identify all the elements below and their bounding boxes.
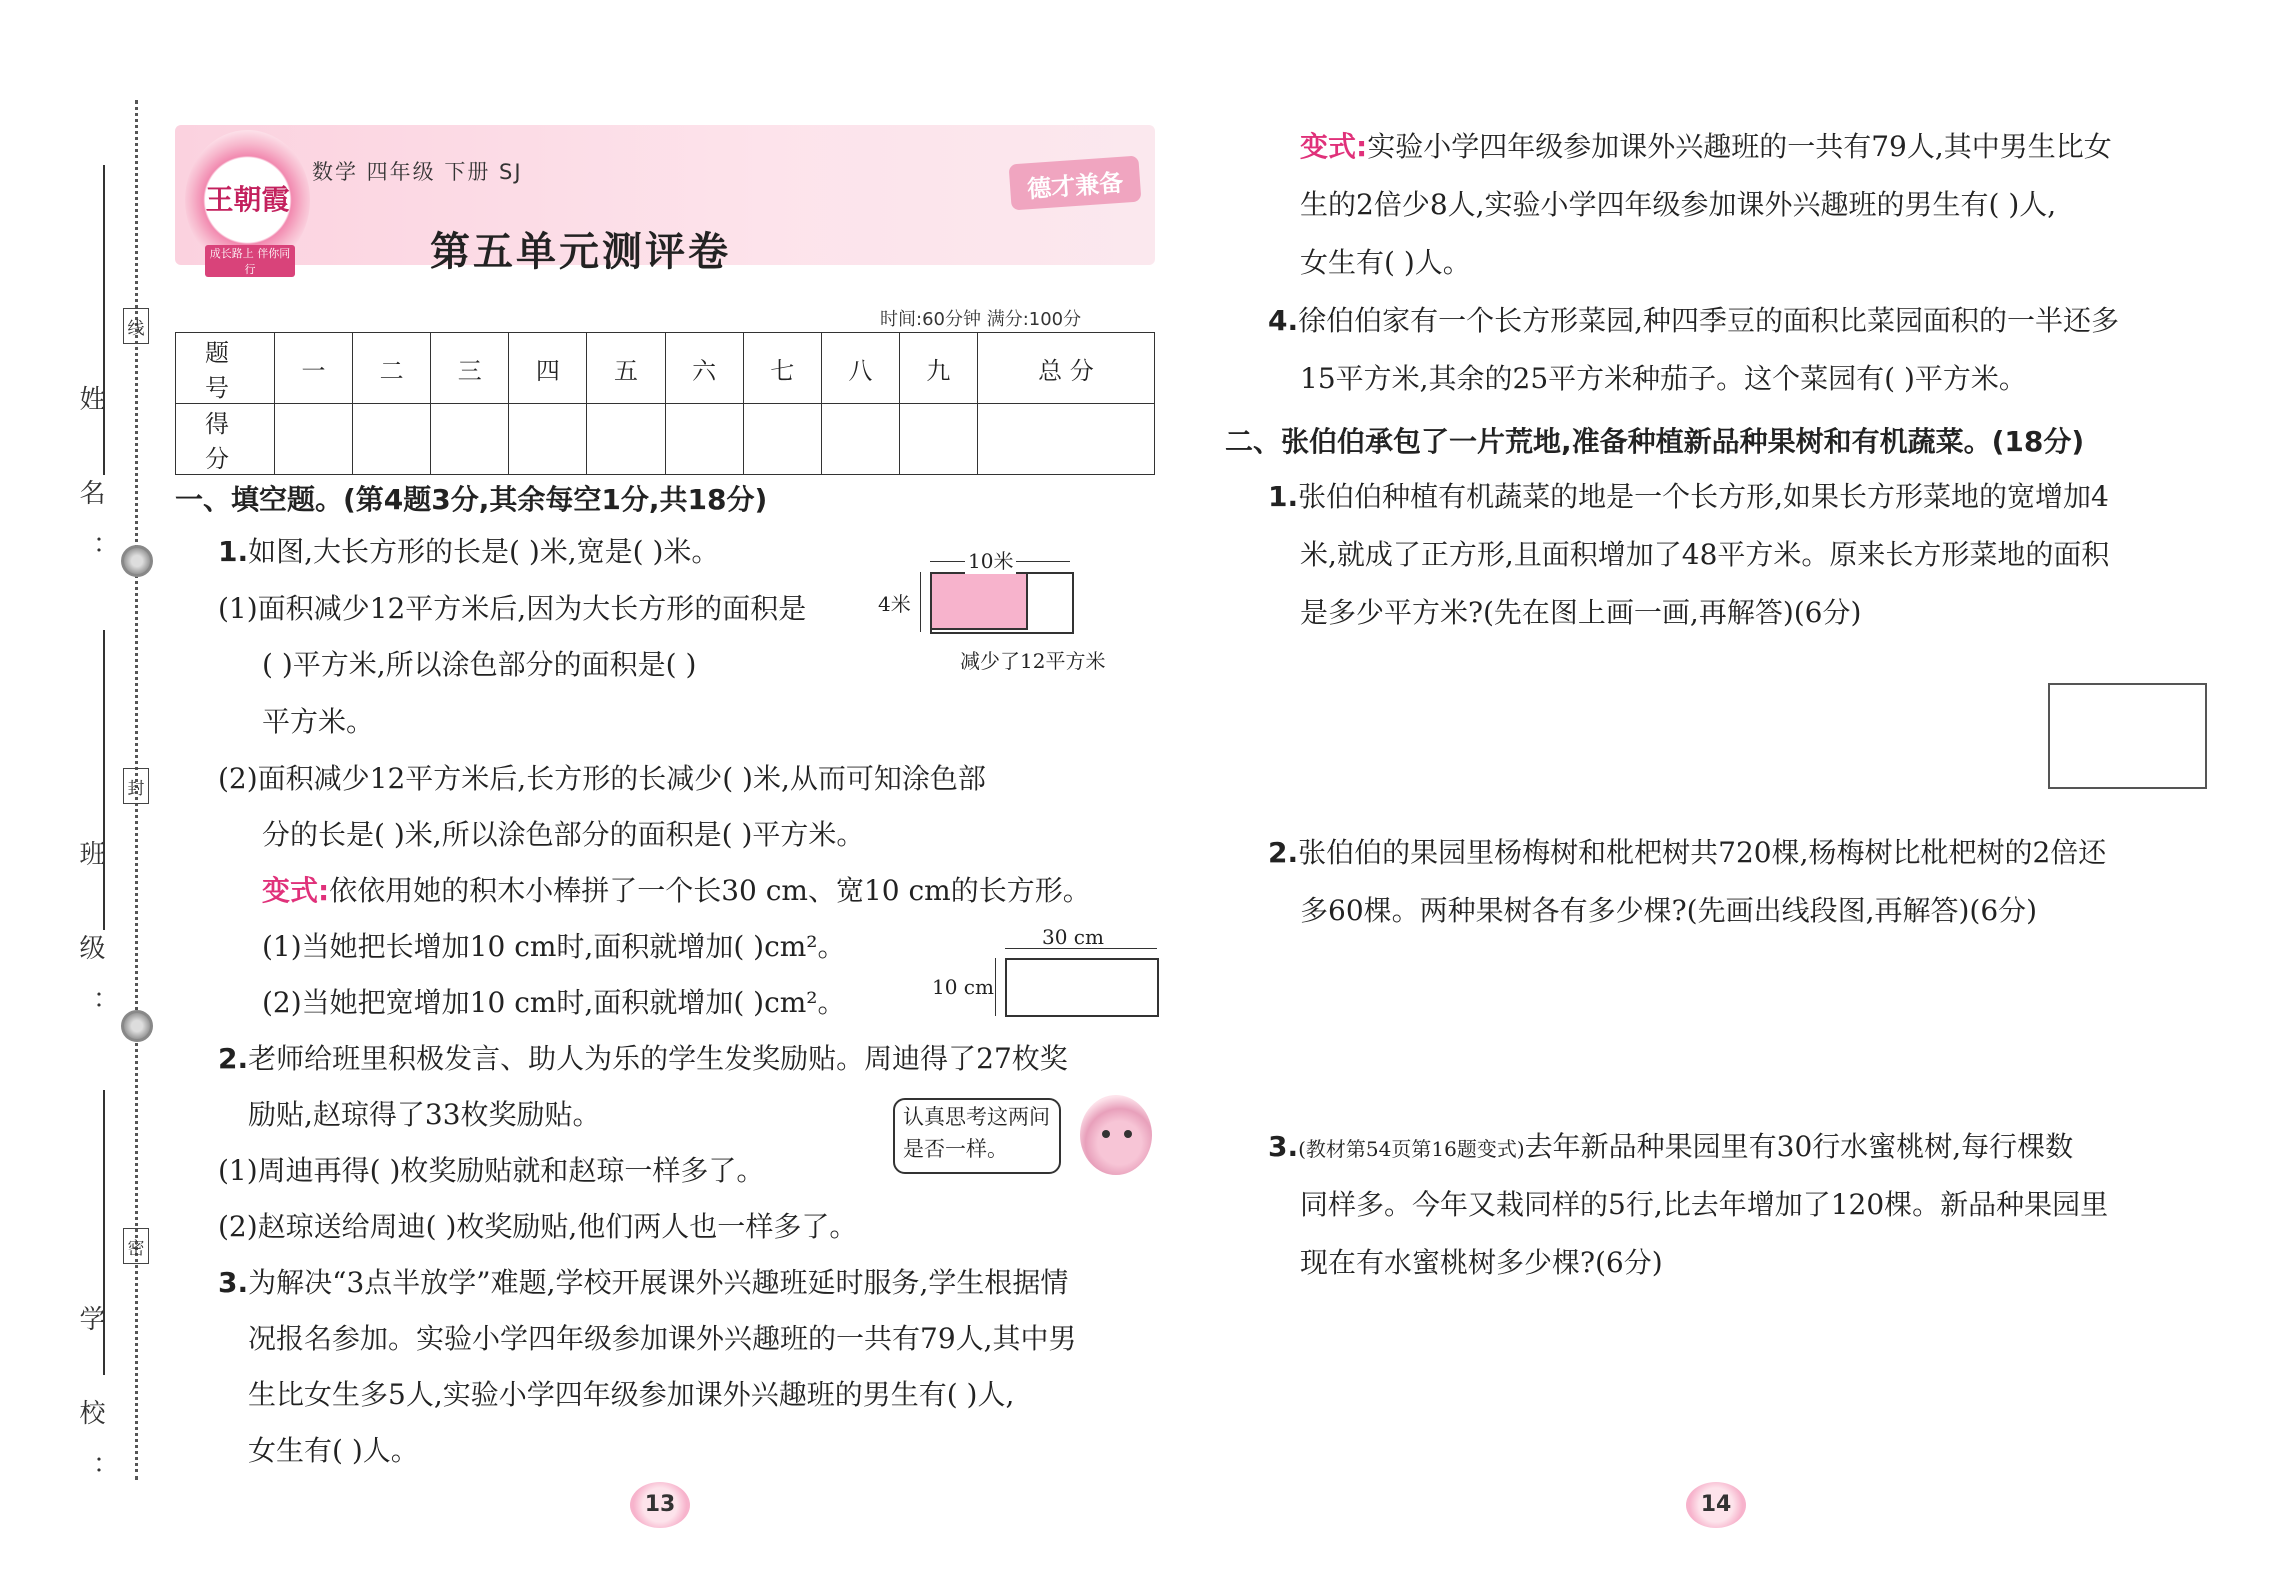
problem-3	[1268, 1130, 2073, 1164]
score-col: 四	[509, 333, 587, 404]
seal-mark-3: 密	[123, 1228, 149, 1264]
seal-mark-1: 线	[123, 308, 149, 344]
question-text: 张伯伯的果园里杨梅树和枇杷树共720棵,杨梅树比枇杷树的2倍还	[1298, 836, 2107, 869]
question-number: 3.	[1268, 1130, 1299, 1163]
question-2	[218, 1042, 1068, 1076]
score-row1-label: 题 号	[176, 333, 275, 404]
question-4	[1268, 304, 2119, 338]
score-col: 八	[821, 333, 899, 404]
figure-30x10-rectangle	[1005, 958, 1159, 1017]
score-col: 六	[665, 333, 743, 404]
q1-part1-line1: (1)面积减少12平方米后,因为大长方形的面积是	[218, 592, 807, 625]
question-number: 1.	[218, 535, 249, 568]
question-text: 为解决“3点半放学”难题,学校开展课外兴趣班延时服务,学生根据情	[248, 1266, 1069, 1299]
question-text: 徐伯伯家有一个长方形菜园,种四季豆的面积比菜园面积的一半还多	[1298, 304, 2120, 337]
problem-1-line3: 是多少平方米?(先在图上画一画,再解答)(6分)	[1300, 596, 1862, 629]
school-label: 学 校：	[75, 1305, 105, 1512]
section-1-heading: 一、填空题。(第4题3分,其余每空1分,共18分)	[175, 483, 768, 516]
q1-part1-line2: ( )平方米,所以涂色部分的面积是( )	[262, 648, 697, 681]
question-text: 如图,大长方形的长是( )米,宽是( )米。	[248, 535, 720, 568]
motto-stamp: 德才兼备	[1009, 156, 1142, 211]
variant-label: 变式:	[262, 874, 330, 907]
question-number: 2.	[1268, 836, 1299, 869]
binding-ring-icon	[121, 545, 153, 577]
variant-3	[1300, 130, 2112, 164]
hint-speech-bubble: 认真思考这两问是否一样。	[893, 1098, 1061, 1174]
q1-part2-line2: 分的长是( )米,所以涂色部分的面积是( )平方米。	[262, 818, 865, 851]
variant-text: 实验小学四年级参加课外兴趣班的一共有79人,其中男生比女	[1367, 130, 2112, 163]
problem-2	[1268, 836, 2106, 870]
score-cell[interactable]	[587, 404, 665, 475]
q1-part2-line1: (2)面积减少12平方米后,长方形的长减少( )米,从而可知涂色部	[218, 762, 986, 795]
score-col: 九	[899, 333, 977, 404]
question-3-line3: 生比女生多5人,实验小学四年级参加课外兴趣班的男生有( )人,	[248, 1378, 1015, 1411]
variant-label: 变式:	[1300, 130, 1368, 163]
score-col: 二	[353, 333, 431, 404]
score-table	[175, 332, 1155, 475]
q2-part1: (1)周迪再得( )枚奖励贴就和赵琼一样多了。	[218, 1154, 765, 1187]
score-col: 七	[743, 333, 821, 404]
question-text: 老师给班里积极发言、助人为乐的学生发奖励贴。周迪得了27枚奖	[248, 1042, 1068, 1075]
question-text: 张伯伯种植有机蔬菜的地是一个长方形,如果长方形菜地的宽增加4	[1298, 480, 2109, 513]
variant-text: 依依用她的积木小棒拼了一个长30 cm、宽10 cm的长方形。	[329, 874, 1091, 907]
score-col: 一	[275, 333, 353, 404]
question-text: 去年新品种果园里有30行水蜜桃树,每行棵数	[1524, 1130, 2074, 1163]
score-col: 总 分	[977, 333, 1154, 404]
variant-3-line3: 女生有( )人。	[1300, 246, 1471, 279]
figure2-length-label: 30 cm	[1042, 925, 1104, 949]
question-number: 4.	[1268, 304, 1299, 337]
question-3-line4: 女生有( )人。	[248, 1434, 419, 1467]
score-cell[interactable]	[743, 404, 821, 475]
problem-2-line2: 多60棵。两种果树各有多少棵?(先画出线段图,再解答)(6分)	[1300, 894, 2038, 927]
score-cell[interactable]	[509, 404, 587, 475]
score-cell[interactable]	[275, 404, 353, 475]
class-label: 班 级：	[75, 840, 105, 1047]
problem-1-line2: 米,就成了正方形,且面积增加了48平方米。原来长方形菜地的面积	[1300, 538, 2110, 571]
variant-1-part1: (1)当她把长增加10 cm时,面积就增加( )cm²。	[262, 930, 846, 963]
textbook-reference-tag: (教材第54页第16题变式)	[1298, 1137, 1525, 1161]
score-cell[interactable]	[665, 404, 743, 475]
page-number-right: 14	[1686, 1482, 1746, 1528]
problem-3-line3: 现在有水蜜桃树多少棵?(6分)	[1300, 1246, 1663, 1279]
question-number: 2.	[218, 1042, 249, 1075]
hedgehog-mascot-icon	[1080, 1095, 1152, 1175]
score-cell[interactable]	[821, 404, 899, 475]
question-3	[218, 1266, 1068, 1300]
binding-ring-icon	[121, 1010, 153, 1042]
question-number: 3.	[218, 1266, 249, 1299]
figure-width-label: 4米	[878, 592, 911, 616]
question-1	[218, 535, 719, 569]
variant-3-line2: 生的2倍少8人,实验小学四年级参加课外兴趣班的男生有( )人,	[1300, 188, 2057, 221]
drawing-rectangle[interactable]	[2048, 683, 2207, 789]
figure-caption: 减少了12平方米	[960, 649, 1106, 673]
score-row2-label: 得 分	[176, 404, 275, 475]
time-info: 时间:60分钟 满分:100分	[880, 309, 1082, 330]
name-label: 姓 名：	[75, 385, 105, 592]
page-number-left: 13	[630, 1482, 690, 1528]
problem-3-line2: 同样多。今年又栽同样的5行,比去年增加了120棵。新品种果园里	[1300, 1188, 2109, 1221]
q2-part2: (2)赵琼送给周迪( )枚奖励贴,他们两人也一样多了。	[218, 1210, 858, 1243]
brand-logo-subtext: 成长路上 伴你同行	[205, 245, 295, 277]
score-col: 三	[431, 333, 509, 404]
section-2-heading: 二、张伯伯承包了一片荒地,准备种植新品种果树和有机蔬菜。(18分)	[1225, 425, 2085, 458]
seal-mark-2: 封	[123, 768, 149, 804]
score-cell[interactable]	[353, 404, 431, 475]
figure2-width-dimension	[995, 958, 996, 1016]
score-cell[interactable]	[899, 404, 977, 475]
page-title: 第五单元测评卷	[430, 229, 731, 275]
brand-logo-text: 王朝霞	[205, 183, 290, 216]
problem-1	[1268, 480, 2109, 514]
figure-shaded-rectangle	[930, 572, 1028, 630]
figure-width-dimension	[920, 572, 921, 632]
question-3-line2: 况报名参加。实验小学四年级参加课外兴趣班的一共有79人,其中男	[248, 1322, 1077, 1355]
score-table-header-row	[176, 333, 1155, 404]
subject-line: 数学 四年级 下册 SJ	[312, 160, 523, 184]
q1-part1-line3: 平方米。	[262, 705, 375, 738]
score-table-score-row	[176, 404, 1155, 475]
question-number: 1.	[1268, 480, 1299, 513]
variant-1	[262, 874, 1091, 908]
figure2-width-label: 10 cm	[932, 975, 994, 999]
score-cell[interactable]	[977, 404, 1154, 475]
variant-1-part2: (2)当她把宽增加10 cm时,面积就增加( )cm²。	[262, 986, 846, 1019]
score-col: 五	[587, 333, 665, 404]
figure-length-label: 10米	[965, 545, 1016, 574]
question-4-line2: 15平方米,其余的25平方米种茄子。这个菜园有( )平方米。	[1300, 362, 2027, 395]
question-2-line2: 励贴,赵琼得了33枚奖励贴。	[248, 1098, 601, 1131]
score-cell[interactable]	[431, 404, 509, 475]
